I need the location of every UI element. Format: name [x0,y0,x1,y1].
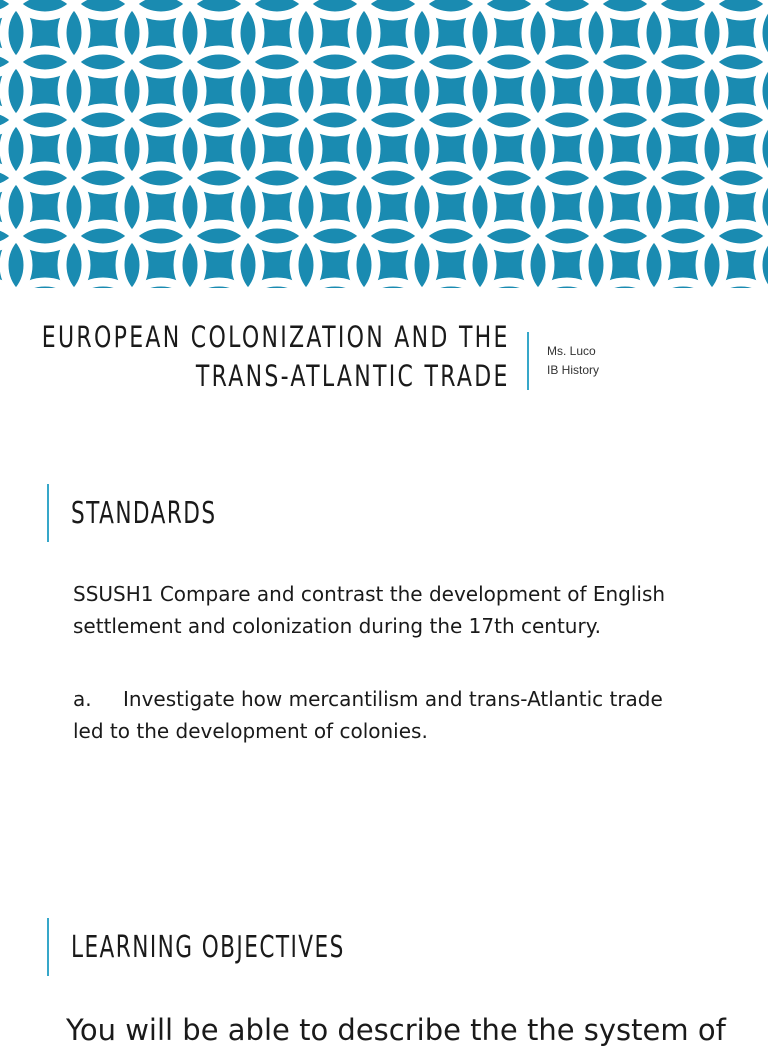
interlocking-circles-pattern [0,0,768,288]
title-line-2: TRANS-ATLANTIC TRADE [196,359,510,393]
standards-list-item [73,683,693,747]
standards-heading: STANDARDS [71,496,217,531]
standards-section [0,484,768,744]
objectives-heading: LEARNING OBJECTIVES [71,930,345,965]
standards-paragraph: SSUSH1 Compare and contrast the development of English settlement and colonization during the 17th century. [73,582,666,638]
presenter-name: Ms. Luco [547,344,596,358]
presenter-info [547,342,599,380]
presentation-title [42,318,510,396]
title-line-1: EUROPEAN COLONIZATION AND THE [42,320,510,354]
presenter-course: IB History [547,363,600,377]
objectives-accent-bar [47,918,49,976]
list-item-letter: a. [73,687,92,711]
title-divider [527,332,529,390]
list-item-text: Investigate how mercantilism and trans-Atlantic trade led to the development of colonies. [73,687,663,743]
objectives-intro-text: You will be able to describe the the system of [66,1013,726,1047]
title-section [0,288,768,408]
standards-accent-bar [47,484,49,542]
learning-objectives-section [0,918,768,1047]
header-banner [0,0,768,288]
